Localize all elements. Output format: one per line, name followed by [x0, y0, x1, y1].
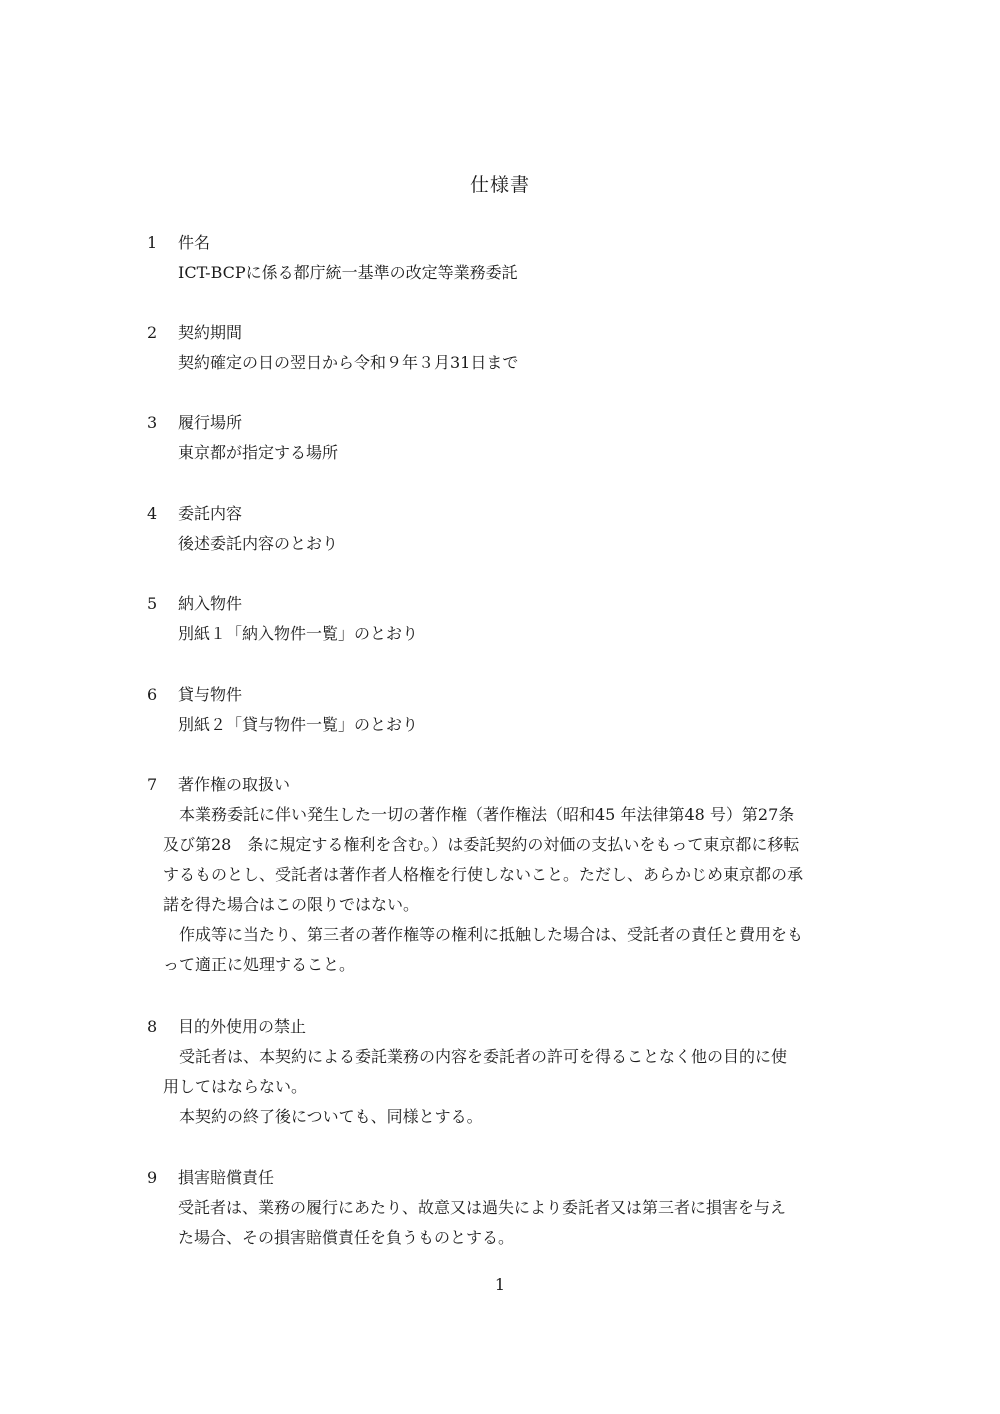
section-title: 件名 [178, 233, 211, 252]
section-body: 別紙１「納入物件一覧」のとおり [178, 624, 419, 643]
section-heading [147, 228, 867, 258]
paragraph-line: 受託者は、業務の履行にあたり、故意又は過失により委託者又は第三者に損害を与え [178, 1198, 787, 1217]
paragraph-line: 用してはならない。 [163, 1077, 308, 1096]
section-body: 後述委託内容のとおり [178, 534, 339, 553]
section-title: 著作権の取扱い [178, 775, 291, 794]
section-heading [147, 1012, 867, 1042]
paragraph-line: するものとし、受託者は著作者人格権を行使しないこと。ただし、あらかじめ東京都の承 [163, 865, 804, 884]
paragraph-line: 及び第28 条に規定する権利を含む。）は委託契約の対価の支払いをもって東京都に移転 [163, 835, 800, 854]
paragraph-line: って適正に処理すること。 [163, 955, 356, 974]
section-number: 8 [147, 1017, 158, 1036]
section-heading [147, 680, 867, 710]
section-title: 納入物件 [178, 594, 243, 613]
section-body: 契約確定の日の翌日から令和９年３月31日まで [178, 353, 519, 372]
paragraph-line: 本契約の終了後についても、同様とする。 [179, 1107, 483, 1126]
section-7 [147, 770, 867, 980]
section-title: 契約期間 [178, 323, 243, 342]
section-number: 6 [147, 685, 158, 704]
document-title: 仕様書 [469, 174, 530, 196]
section-3 [147, 408, 867, 468]
paragraph-line: 作成等に当たり、第三者の著作権等の権利に抵触した場合は、受託者の責任と費用をも [179, 925, 804, 944]
section-2 [147, 318, 867, 378]
section-title: 目的外使用の禁止 [178, 1017, 307, 1036]
section-body: 別紙２「貸与物件一覧」のとおり [178, 715, 419, 734]
section-1 [147, 228, 867, 288]
section-8 [147, 1012, 867, 1132]
section-5 [147, 589, 867, 649]
section-title: 委託内容 [178, 504, 243, 523]
section-9 [147, 1163, 867, 1253]
section-body [163, 800, 859, 980]
section-6 [147, 680, 867, 740]
section-heading [147, 499, 867, 529]
section-heading [147, 318, 867, 348]
section-number: 3 [147, 413, 158, 432]
section-heading [147, 770, 867, 800]
paragraph-line: た場合、その損害賠償責任を負うものとする。 [178, 1228, 515, 1247]
section-body [178, 1193, 859, 1253]
section-heading [147, 408, 867, 438]
section-number: 4 [147, 504, 158, 523]
paragraph-line: 受託者は、本契約による委託業務の内容を委託者の許可を得ることなく他の目的に使 [179, 1047, 788, 1066]
section-4 [147, 499, 867, 559]
page-number: 1 [494, 1275, 506, 1294]
section-number: 9 [147, 1168, 158, 1187]
section-title: 貸与物件 [178, 685, 243, 704]
section-body: 東京都が指定する場所 [178, 443, 339, 462]
section-body [163, 1042, 859, 1132]
section-number: 5 [147, 594, 158, 613]
section-heading [147, 589, 867, 619]
section-title: 損害賠償責任 [178, 1168, 275, 1187]
paragraph-line: 本業務委託に伴い発生した一切の著作権（著作権法（昭和45 年法律第48 号）第27条 [179, 805, 795, 824]
section-heading [147, 1163, 867, 1193]
section-body: ICT-BCPに係る都庁統一基準の改定等業務委託 [178, 263, 518, 282]
section-number: 7 [147, 775, 158, 794]
section-number: 2 [147, 323, 158, 342]
section-title: 履行場所 [178, 413, 243, 432]
paragraph-line: 諾を得た場合はこの限りではない。 [163, 895, 420, 914]
section-number: 1 [147, 233, 158, 252]
